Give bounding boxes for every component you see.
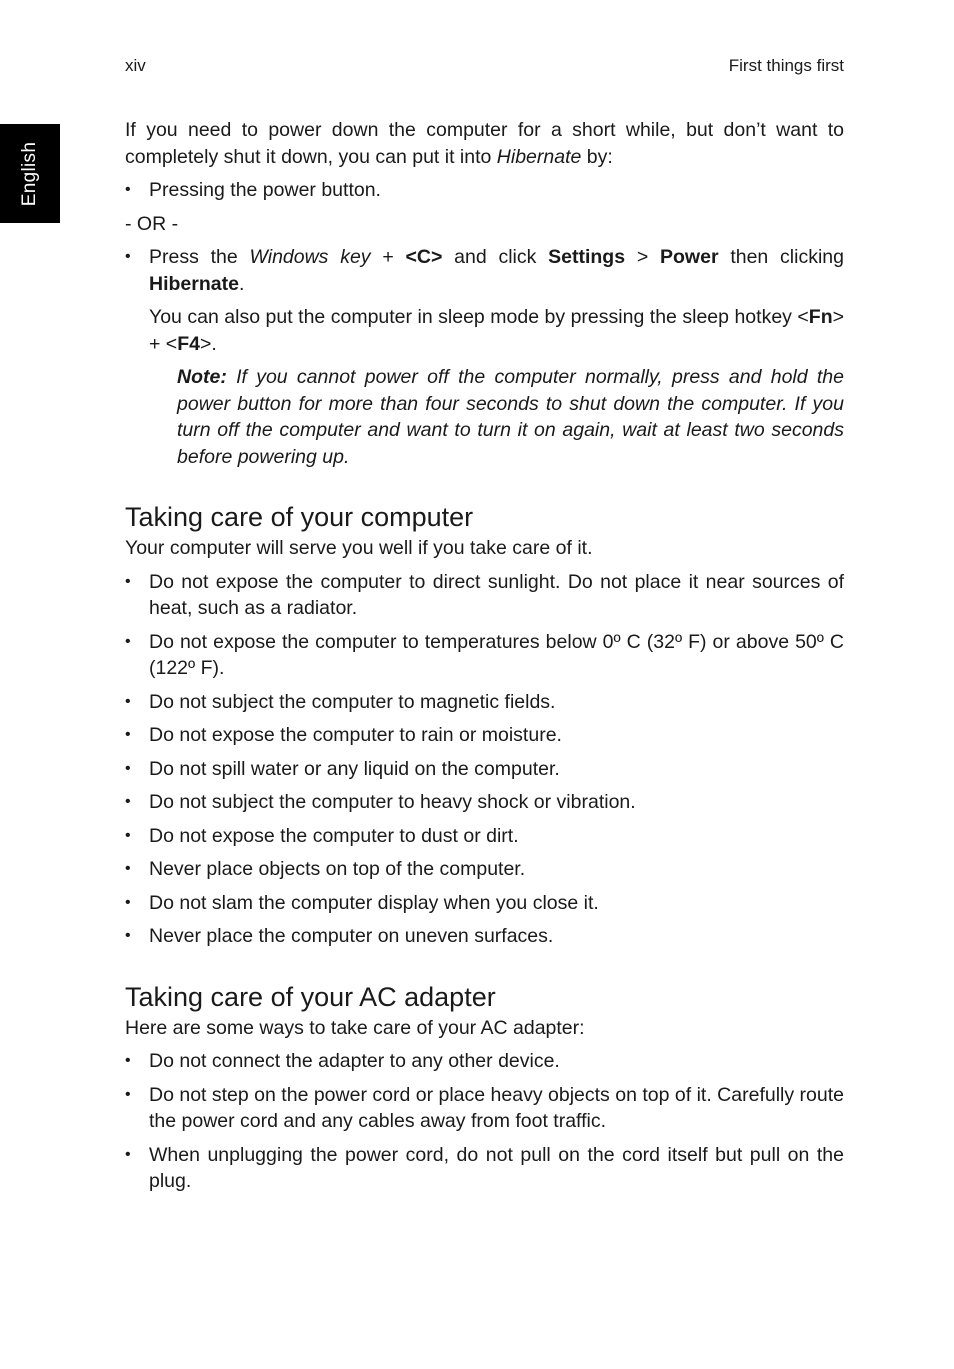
sleep-hotkey-paragraph: You can also put the computer in sleep mode by pressing the sleep hotkey <Fn> + <F4>. (149, 306, 844, 355)
list-item: • Do not connect the adapter to any other device. (125, 1048, 844, 1075)
list-item: • Do not subject the computer to magnetic fields. (125, 689, 844, 716)
page-content (125, 117, 844, 1202)
list-item: • Never place objects on top of the computer. (125, 856, 844, 883)
running-title: First things first (728, 56, 844, 75)
section-heading-adapter-care: Taking care of your AC adapter (125, 981, 496, 1012)
list-item: • Do not expose the computer to direct sunlight. Do not place it near sources of heat, such as a radiator. (125, 569, 844, 622)
or-separator: - OR - (125, 212, 179, 235)
computer-care-intro: Your computer will serve you well if you take care of it. (125, 537, 593, 559)
section-heading-computer-care: Taking care of your computer (125, 502, 474, 532)
language-tab (0, 124, 60, 223)
computer-care-list (125, 569, 844, 950)
note-paragraph: Note: If you cannot power off the computer normally, press and hold the power button for more than four seconds to shut down the computer. If you turn off the computer and want to turn it on again, wait at least two seconds before powering up. (177, 366, 844, 468)
power-bullets-1 (125, 177, 844, 204)
adapter-care-list (125, 1048, 844, 1195)
hibernate-intro: If you need to power down the computer for a short while, but don’t want to completely shut it down, you can put it into Hibernate by: (125, 119, 844, 168)
adapter-care-intro: Here are some ways to take care of your AC adapter: (125, 1016, 585, 1039)
language-tab-label: English (19, 141, 40, 207)
list-item: • Do not expose the computer to dust or dirt. (125, 823, 844, 850)
list-item: • Do not subject the computer to heavy shock or vibration. (125, 789, 844, 816)
list-item: • Do not spill water or any liquid on the computer. (125, 756, 844, 783)
page-number: xiv (125, 56, 146, 75)
list-item: • Do not slam the computer display when you close it. (125, 890, 844, 917)
list-item: • Never place the computer on uneven surfaces. (125, 923, 844, 950)
list-item: • When unplugging the power cord, do not pull on the cord itself but pull on the plug. (125, 1142, 844, 1195)
list-item: • Do not expose the computer to temperatures below 0º C (32º F) or above 50º C (122º F). (125, 629, 844, 682)
hibernate-term: Hibernate (496, 145, 582, 168)
list-item: • Pressing the power button. (125, 177, 844, 204)
power-bullets-2 (125, 244, 844, 297)
list-item: • Do not expose the computer to rain or moisture. (125, 722, 844, 749)
note-label: Note: (177, 366, 227, 388)
list-item: • Do not step on the power cord or place heavy objects on top of it. Carefully route the power cord and any cables away from foot traffic. (125, 1082, 844, 1135)
list-item: • Press the Windows key + <C> and click Settings > Power then clicking Hibernate. (125, 244, 844, 297)
